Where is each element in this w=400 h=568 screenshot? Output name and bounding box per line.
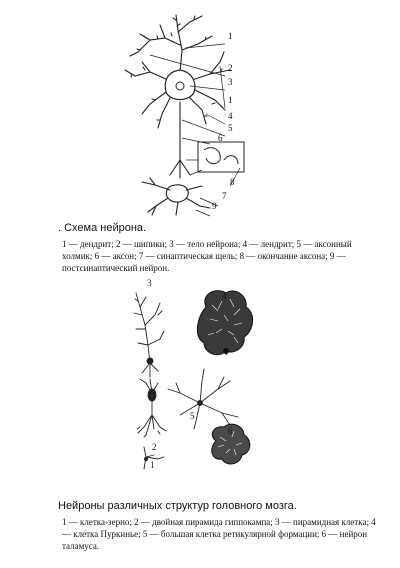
fig1-label-7: 7 [222,191,227,201]
fig1-label-4: 4 [228,111,233,121]
fig2-label-6: 6 [228,426,233,436]
fig2-label-1: 1 [150,460,155,470]
fig1-label-8: 8 [230,177,235,187]
reticular-formation-cell [168,369,238,429]
neuron-schema-figure [120,10,380,220]
postsynaptic-neuron [142,178,210,215]
fig1-label-9: 9 [212,201,217,211]
brain-neurons-figure [130,285,260,480]
double-pyramid-cell [137,379,166,437]
fig1-label-2: 2 [228,63,233,73]
neuron-body [165,70,195,100]
fig2-label-4: 4 [222,291,227,301]
fig1-label-6: 6 [218,133,223,143]
pyramidal-cell [134,293,164,377]
fig2-label-3: 3 [147,278,152,288]
fig1-label-5: 5 [228,123,233,133]
fig2-label-5: 5 [190,411,195,421]
fig1-label-3: 3 [228,77,233,87]
figure2-caption: 1 — клетка-зерно; 2 — двойная пирамида гиппокампа; 3 — пирамидная клетка; 4 — клетка Пуркинье; 5 — большая клетка ретикулярной формации; 6 — нейрон таламуса. [62,517,376,551]
fig1-label-1: 1 [228,31,233,41]
fig2-label-2: 2 [152,442,157,452]
synapse-zoom-box [198,142,244,172]
fig1-label-1b: 1 [228,95,233,105]
figure2-title: Нейроны различных структур головного мозга. [58,500,297,512]
figure1-caption: 1 — дендрит; 2 — шипики; 3 — тело нейрона; 4 — лендрит; 5 — аксонный холмик; 6 — аксон; 7 — синаптическая щель; 8 — окончание аксона; 9 — постсинаптический нейрон. [62,239,352,273]
figure1-title: . Схема нейрона. [58,222,147,234]
